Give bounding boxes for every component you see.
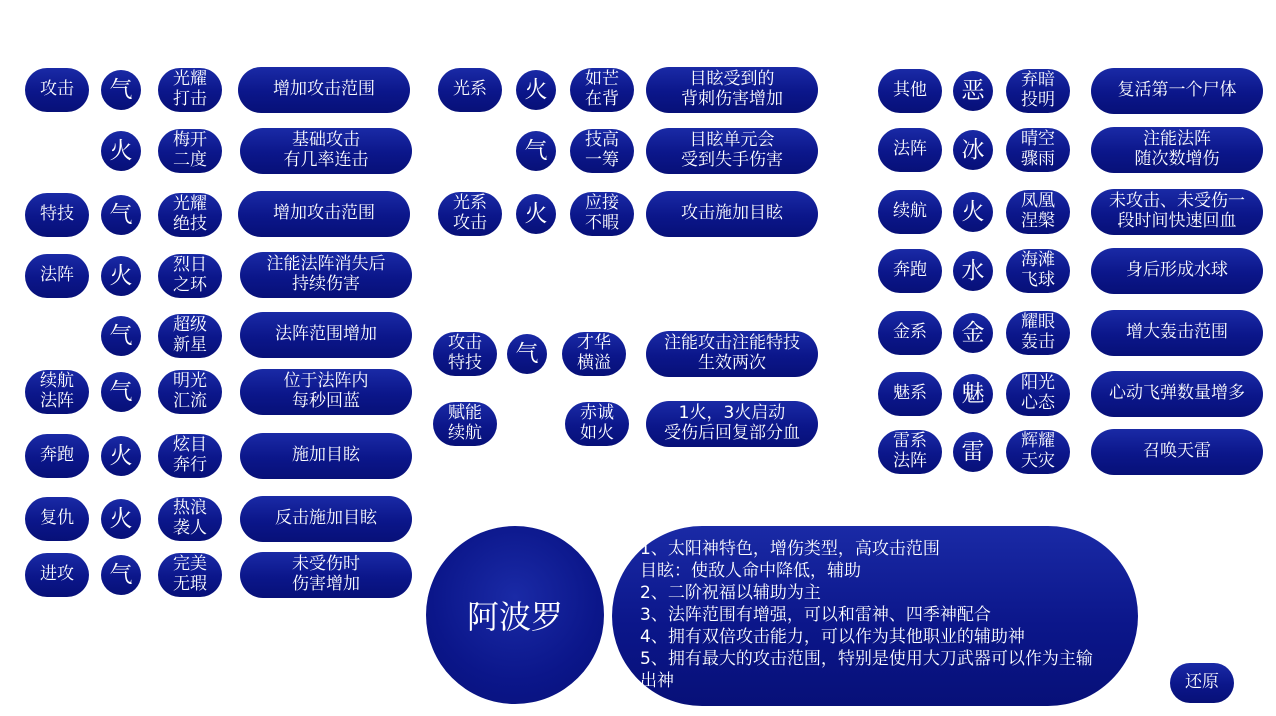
cell-element[interactable]: 火 [101, 499, 141, 539]
cell-effect[interactable]: 反击施加目眩 [240, 496, 412, 542]
cell-category[interactable]: 法阵 [878, 128, 942, 172]
cell-category[interactable]: 奔跑 [878, 249, 942, 293]
cell-element[interactable]: 魅 [953, 374, 993, 414]
cell-element[interactable]: 雷 [953, 432, 993, 472]
cell-skill[interactable]: 辉耀 天灾 [1006, 430, 1070, 474]
cell-skill[interactable]: 晴空 骤雨 [1006, 128, 1070, 172]
cell-effect[interactable]: 注能法阵消失后 持续伤害 [240, 252, 412, 298]
cell-skill[interactable]: 光耀 绝技 [158, 193, 222, 237]
cell-category[interactable]: 续航 法阵 [25, 370, 89, 414]
note-line: 3、法阵范围有增强，可以和雷神、四季神配合 [640, 605, 991, 625]
cell-element[interactable]: 火 [516, 194, 556, 234]
cell-skill[interactable]: 才华 横溢 [562, 332, 626, 376]
cell-category[interactable]: 雷系 法阵 [878, 430, 942, 474]
cell-skill[interactable]: 梅开 二度 [158, 129, 222, 173]
cell-element[interactable]: 气 [101, 372, 141, 412]
cell-effect[interactable]: 增大轰击范围 [1091, 310, 1263, 356]
cell-category[interactable]: 续航 [878, 190, 942, 234]
cell-effect[interactable]: 增加攻击范围 [238, 67, 410, 113]
cell-skill[interactable]: 完美 无瑕 [158, 553, 222, 597]
cell-effect[interactable]: 法阵范围增加 [240, 312, 412, 358]
cell-skill[interactable]: 超级 新星 [158, 314, 222, 358]
cell-element[interactable]: 火 [953, 192, 993, 232]
cell-category[interactable]: 其他 [878, 69, 942, 113]
cell-category[interactable]: 奔跑 [25, 434, 89, 478]
cell-element[interactable]: 恶 [953, 71, 993, 111]
cell-effect[interactable]: 目眩受到的 背刺伤害增加 [646, 67, 818, 113]
cell-effect[interactable]: 基础攻击 有几率连击 [240, 128, 412, 174]
cell-skill[interactable]: 耀眼 轰击 [1006, 311, 1070, 355]
cell-category[interactable]: 光系 [438, 68, 502, 112]
cell-effect[interactable]: 复活第一个尸体 [1091, 68, 1263, 114]
cell-category[interactable]: 法阵 [25, 254, 89, 298]
cell-effect[interactable]: 未攻击、未受伤一 段时间快速回血 [1091, 189, 1263, 235]
cell-effect[interactable]: 目眩单元会 受到失手伤害 [646, 128, 818, 174]
cell-skill[interactable]: 技高 一筹 [570, 129, 634, 173]
cell-category[interactable]: 进攻 [25, 553, 89, 597]
cell-effect[interactable]: 1火，3火启动 受伤后回复部分血 [646, 401, 818, 447]
god-name-badge [426, 526, 604, 704]
restore-button[interactable]: 还原 [1170, 663, 1234, 703]
cell-effect[interactable]: 身后形成水球 [1091, 248, 1263, 294]
note-line: 5、拥有最大的攻击范围，特别是使用大刀武器可以作为主输出神 [640, 649, 1093, 691]
cell-element[interactable]: 气 [101, 70, 141, 110]
cell-skill[interactable]: 凤凰 涅槃 [1006, 190, 1070, 234]
cell-skill[interactable]: 应接 不暇 [570, 192, 634, 236]
cell-category[interactable]: 特技 [25, 193, 89, 237]
cell-element[interactable]: 水 [953, 251, 993, 291]
cell-element[interactable]: 火 [101, 436, 141, 476]
note-line: 4、拥有双倍攻击能力，可以作为其他职业的辅助神 [640, 627, 1025, 647]
god-name: 阿波罗 [466, 598, 563, 636]
cell-effect[interactable]: 注能法阵 随次数增伤 [1091, 127, 1263, 173]
cell-skill[interactable]: 热浪 袭人 [158, 497, 222, 541]
cell-element[interactable]: 火 [101, 131, 141, 171]
cell-skill[interactable]: 阳光 心态 [1006, 372, 1070, 416]
notes-panel [612, 526, 1138, 706]
cell-effect[interactable]: 召唤天雷 [1091, 429, 1263, 475]
cell-category[interactable]: 攻击 特技 [433, 332, 497, 376]
cell-element[interactable]: 火 [101, 256, 141, 296]
cell-skill[interactable]: 烈日 之环 [158, 254, 222, 298]
cell-effect[interactable]: 位于法阵内 每秒回蓝 [240, 369, 412, 415]
cell-element[interactable]: 火 [516, 70, 556, 110]
cell-skill[interactable]: 炫目 奔行 [158, 434, 222, 478]
cell-category[interactable]: 光系 攻击 [438, 192, 502, 236]
cell-element[interactable]: 金 [953, 313, 993, 353]
cell-category[interactable]: 复仇 [25, 497, 89, 541]
cell-effect[interactable]: 增加攻击范围 [238, 191, 410, 237]
cell-element[interactable]: 气 [516, 131, 556, 171]
cell-element[interactable]: 气 [101, 555, 141, 595]
cell-effect[interactable]: 施加目眩 [240, 433, 412, 479]
cell-category[interactable]: 赋能 续航 [433, 402, 497, 446]
cell-skill[interactable]: 明光 汇流 [158, 370, 222, 414]
cell-skill[interactable]: 如芒 在背 [570, 68, 634, 112]
cell-effect[interactable]: 心动飞弹数量增多 [1091, 371, 1263, 417]
note-line: 目眩：使敌人命中降低，辅助 [640, 561, 861, 581]
cell-category[interactable]: 金系 [878, 311, 942, 355]
cell-category[interactable]: 魅系 [878, 372, 942, 416]
note-line: 1、太阳神特色，增伤类型，高攻击范围 [640, 539, 940, 559]
cell-element[interactable]: 气 [507, 334, 547, 374]
cell-effect[interactable]: 注能攻击注能特技 生效两次 [646, 331, 818, 377]
cell-skill[interactable]: 赤诚 如火 [565, 402, 629, 446]
cell-skill[interactable]: 海滩 飞球 [1006, 249, 1070, 293]
cell-element[interactable]: 气 [101, 195, 141, 235]
cell-skill[interactable]: 光耀 打击 [158, 68, 222, 112]
cell-element[interactable]: 冰 [953, 130, 993, 170]
cell-skill[interactable]: 弃暗 投明 [1006, 69, 1070, 113]
note-line: 2、二阶祝福以辅助为主 [640, 583, 821, 603]
cell-category[interactable]: 攻击 [25, 68, 89, 112]
cell-effect[interactable]: 攻击施加目眩 [646, 191, 818, 237]
cell-effect[interactable]: 未受伤时 伤害增加 [240, 552, 412, 598]
cell-element[interactable]: 气 [101, 316, 141, 356]
